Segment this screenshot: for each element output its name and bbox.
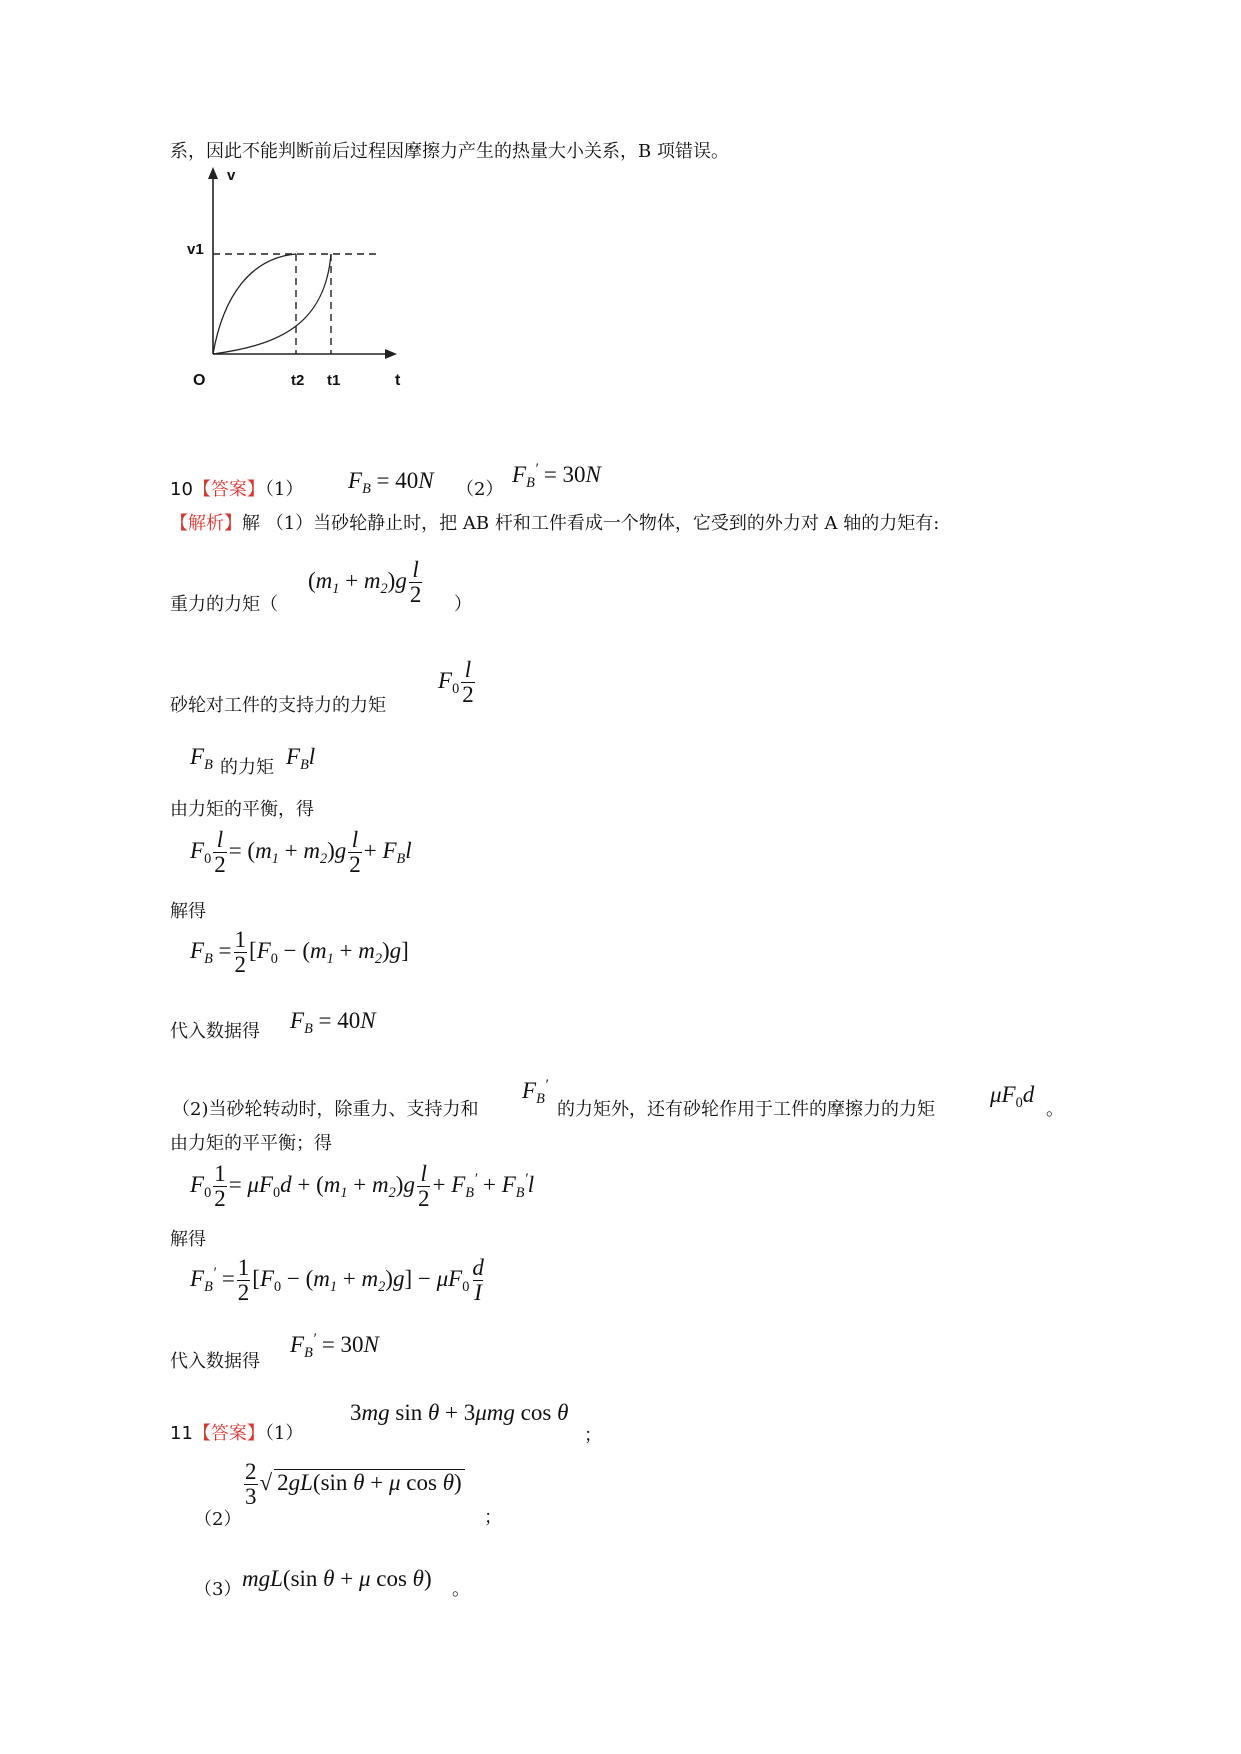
y-axis-label: v <box>227 167 236 184</box>
gravity-moment-formula: $(m_1 + m_2)g$ $\frac{l}{2}$ <box>308 557 422 608</box>
part2-fb-prime: $F_B'$ <box>522 1077 549 1107</box>
balance-text: 由力矩的平衡，得 <box>170 799 314 820</box>
q11-part2-label: （2） <box>194 1509 242 1530</box>
t2-label: t2 <box>291 372 305 389</box>
substitute1-result: $F_B = 40N$ <box>290 1008 376 1037</box>
q10-part2-label: （2） <box>456 479 504 500</box>
text-line-top: 系，因此不能判断前后过程因摩擦力产生的热量大小关系，B 项错误。 <box>170 141 729 162</box>
q10-answer1-formula: $F_B = 40N$ <box>348 468 434 497</box>
q11-answer-line <box>170 1422 303 1446</box>
q10-answer2-formula: $F_B' = 30N$ <box>512 461 601 491</box>
q11-semicolon-1: ； <box>584 1425 602 1446</box>
q11-answer1-formula: 3mg sin θ + 3μmg cos θ <box>350 1400 569 1425</box>
v1-label: v1 <box>187 241 204 258</box>
q11-part3-label: （3） <box>194 1579 242 1600</box>
x-axis-label: t <box>395 372 401 389</box>
support-moment-text: 砂轮对工件的支持力的力矩 <box>170 695 386 716</box>
q11-number: 11 <box>170 1423 193 1444</box>
solve2-equation: $F_B'$ = $\frac{1}{2}$ $[F_0 - (m_1 + m_2)g] - \mu F_0$ $\frac{d}{I}$ <box>190 1255 484 1306</box>
q11-answer-tag: 【答案】 <box>192 1423 265 1444</box>
substitute1-text: 代入数据得 <box>170 1021 260 1042</box>
q10-analysis-tag: 【解析】 <box>170 513 242 534</box>
t1-label: t1 <box>327 372 341 389</box>
part2-text-a: （2)当砂轮转动时，除重力、支持力和 <box>172 1099 479 1120</box>
q10-answer-line <box>170 478 303 502</box>
substitute2-result: $F_B' = 30N$ <box>290 1331 379 1361</box>
balance-equation: $F_0$ $\frac{l}{2}$ = $(m_1 + m_2)g$ $\frac{l}{2}$ + $F_Bl$ <box>190 827 412 878</box>
q10-answer-tag: 【答案】 <box>192 479 265 500</box>
solve1-text: 解得 <box>170 901 206 922</box>
q11-answer2-formula: $\frac{2}{3}$ √ 2gL(sin θ + μ cos θ) <box>242 1460 465 1509</box>
q10-number: 10 <box>170 479 193 500</box>
x-axis-arrow <box>385 349 397 359</box>
balance2-equation: $F_0$ $\frac{1}{2}$ = $\mu F_0d + (m_1 + m_2)g$ $\frac{l}{2}$ + $F_B' + F_B'l$ <box>190 1161 535 1212</box>
velocity-time-graph <box>185 162 425 397</box>
q11-part1-label: （1） <box>264 1423 304 1444</box>
balance2-text: 由力矩的平平衡；得 <box>170 1133 332 1154</box>
support-moment-formula: $F_0$ $\frac{l}{2}$ <box>438 657 474 708</box>
q10-analysis-intro: 解 （1）当砂轮静止时，把 AB 杆和工件看成一个物体，它受到的外力对 A 轴的力矩有: <box>242 513 940 534</box>
fb-symbol: $F_B$ <box>190 744 213 773</box>
substitute2-text: 代入数据得 <box>170 1351 260 1372</box>
q10-part1-label: （1） <box>264 479 304 500</box>
curve-fast <box>213 254 296 354</box>
part2-text-b: 的力矩外，还有砂轮作用于工件的摩擦力的力矩 <box>557 1099 935 1120</box>
solve2-text: 解得 <box>170 1229 206 1250</box>
q11-semicolon-2: ； <box>484 1507 502 1528</box>
gravity-moment-close: ） <box>454 594 472 615</box>
fb-moment-text: 的力矩 <box>220 757 274 778</box>
part2-period: 。 <box>1046 1099 1064 1120</box>
friction-moment-formula: $\mu F_0d$ <box>990 1082 1035 1111</box>
solve1-equation: $F_B$ = $\frac{1}{2}$ $[F_0 - (m_1 + m_2)g]$ <box>190 927 409 978</box>
q10-analysis-line <box>170 512 939 536</box>
y-axis-arrow <box>208 167 218 179</box>
origin-label: O <box>193 372 206 389</box>
curve-slow <box>213 254 331 354</box>
q11-answer3-formula: mgL(sin θ + μ cos θ) <box>242 1566 432 1591</box>
gravity-moment-text: 重力的力矩（ <box>170 594 278 615</box>
q11-period: 。 <box>452 1579 470 1600</box>
fb-moment-formula: $F_Bl$ <box>286 744 316 773</box>
